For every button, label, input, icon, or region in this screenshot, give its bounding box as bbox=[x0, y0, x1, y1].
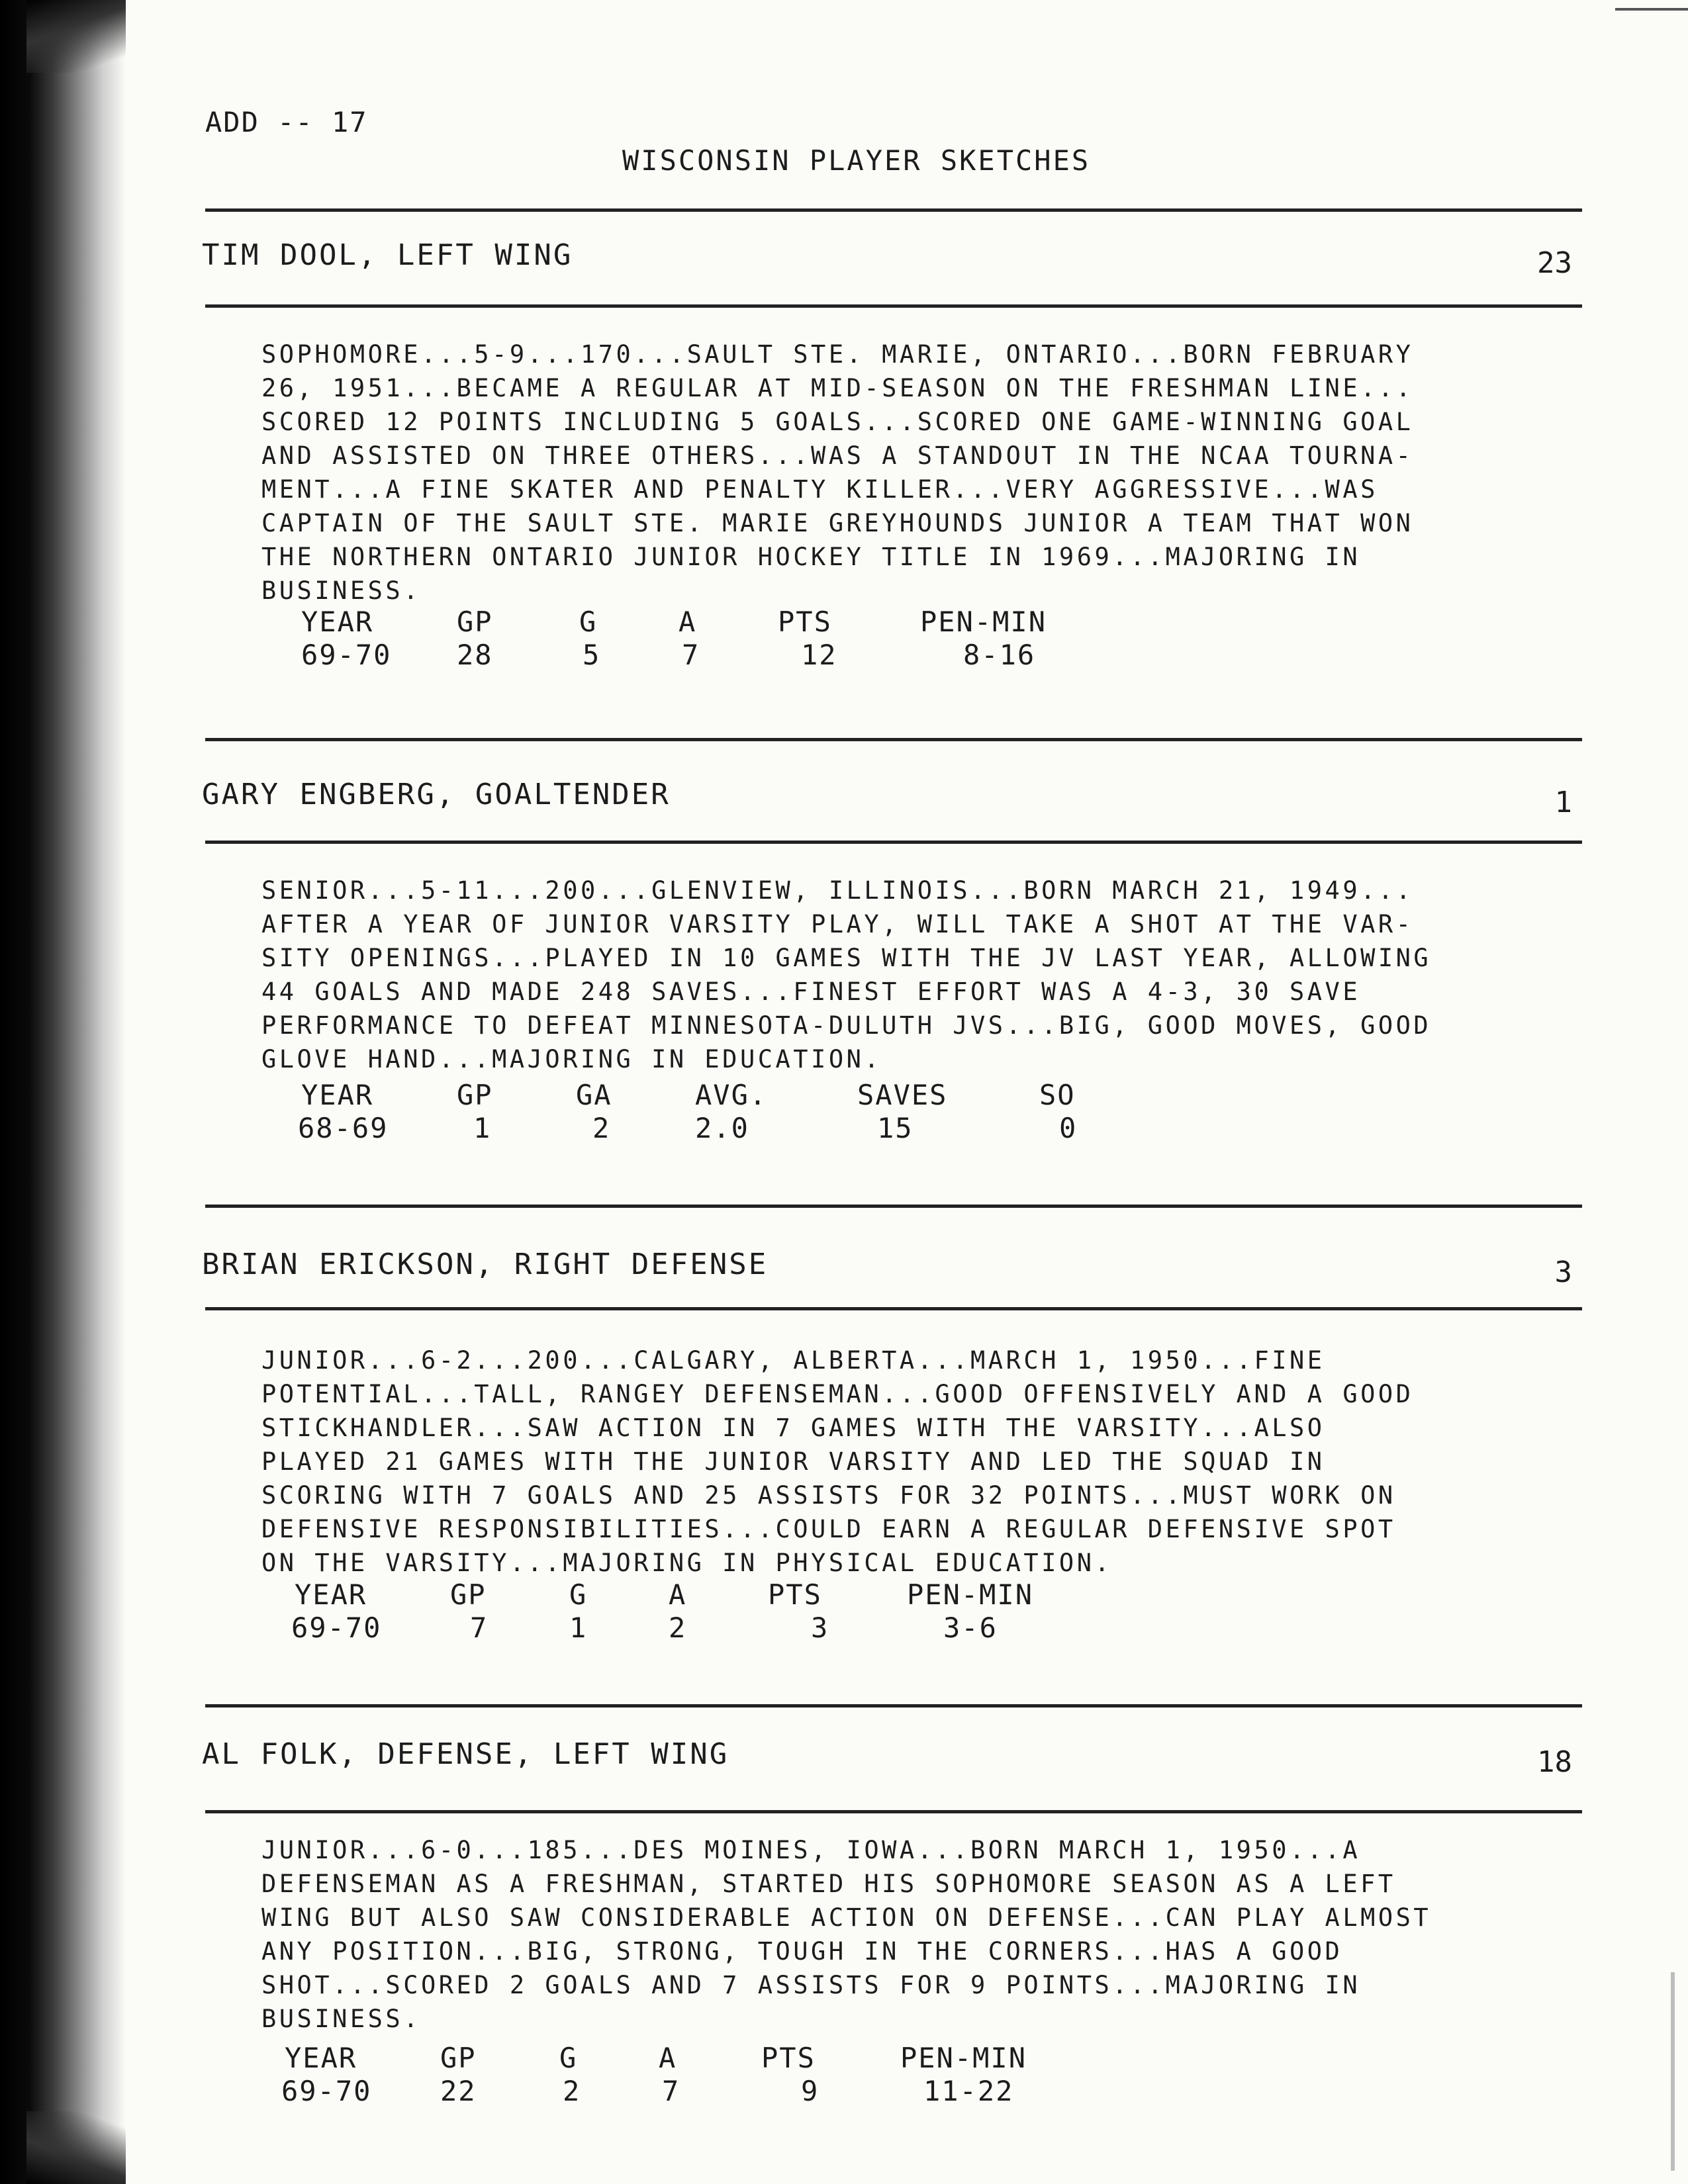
stats-header: YEAR bbox=[285, 2042, 357, 2074]
stats-header: A bbox=[679, 606, 697, 638]
section-rule bbox=[205, 1810, 1582, 1813]
bio-line: 26, 1951...BECAME A REGULAR AT MID-SEASON ON THE FRESHMAN LINE... bbox=[261, 374, 1414, 402]
stats-header: A bbox=[659, 2042, 677, 2074]
stats-value: 69-70 bbox=[281, 2075, 372, 2107]
bio-line: JUNIOR...6-0...185...DES MOINES, IOWA...BORN MARCH 1, 1950...A bbox=[261, 1836, 1361, 1864]
bio-line: DEFENSEMAN AS A FRESHMAN, STARTED HIS SOPHOMORE SEASON AS A LEFT bbox=[261, 1870, 1396, 1898]
stats-header: PTS bbox=[761, 2042, 816, 2074]
bio-line: SENIOR...5-11...200...GLENVIEW, ILLINOIS...BORN MARCH 21, 1949... bbox=[261, 876, 1414, 905]
stats-header: SAVES bbox=[857, 1079, 948, 1111]
jersey-number: 23 bbox=[1537, 246, 1572, 280]
bio-line: SITY OPENINGS...PLAYED IN 10 GAMES WITH THE JV LAST YEAR, ALLOWING bbox=[261, 944, 1432, 972]
bio-line: SHOT...SCORED 2 GOALS AND 7 ASSISTS FOR 9 POINTS...MAJORING IN bbox=[261, 1971, 1361, 1999]
stats-value: 11-22 bbox=[923, 2075, 1014, 2107]
bio-line: MENT...A FINE SKATER AND PENALTY KILLER...VERY AGGRESSIVE...WAS bbox=[261, 475, 1378, 504]
stats-header: GA bbox=[576, 1079, 612, 1111]
bio-line: STICKHANDLER...SAW ACTION IN 7 GAMES WITH THE VARSITY...ALSO bbox=[261, 1414, 1325, 1442]
stats-value: 3-6 bbox=[943, 1612, 998, 1644]
stats-header: GP bbox=[457, 1079, 493, 1111]
bio-line: AFTER A YEAR OF JUNIOR VARSITY PLAY, WILL TAKE A SHOT AT THE VAR- bbox=[261, 910, 1414, 938]
section-rule bbox=[205, 304, 1582, 308]
stats-value: 7 bbox=[470, 1612, 489, 1644]
jersey-number: 1 bbox=[1554, 786, 1572, 819]
stats-value: 12 bbox=[801, 639, 837, 671]
stats-value: 2.0 bbox=[695, 1112, 749, 1144]
bio-line: CAPTAIN OF THE SAULT STE. MARIE GREYHOUNDS JUNIOR A TEAM THAT WON bbox=[261, 509, 1414, 537]
player-heading bbox=[202, 238, 1585, 285]
page-number-label: ADD -- 17 bbox=[205, 106, 368, 138]
player-name: TIM DOOL, LEFT WING bbox=[202, 238, 573, 272]
player-name: AL FOLK, DEFENSE, LEFT WING bbox=[202, 1737, 729, 1771]
bio-line: JUNIOR...6-2...200...CALGARY, ALBERTA...MARCH 1, 1950...FINE bbox=[261, 1346, 1325, 1375]
player-name: BRIAN ERICKSON, RIGHT DEFENSE bbox=[202, 1248, 769, 1281]
bio-line: GLOVE HAND...MAJORING IN EDUCATION. bbox=[261, 1045, 882, 1073]
section-rule bbox=[205, 1704, 1582, 1707]
bio-line: SOPHOMORE...5-9...170...SAULT STE. MARIE, ONTARIO...BORN FEBRUARY bbox=[261, 340, 1414, 369]
bio-line: AND ASSISTED ON THREE OTHERS...WAS A STANDOUT IN THE NCAA TOURNA- bbox=[261, 441, 1414, 470]
stats-header: PTS bbox=[778, 606, 832, 638]
stats-value: 68-69 bbox=[298, 1112, 389, 1144]
player-heading bbox=[202, 1737, 1585, 1784]
player-bio bbox=[261, 1343, 1579, 1580]
bio-line: SCORING WITH 7 GOALS AND 25 ASSISTS FOR 32 POINTS...MUST WORK ON bbox=[261, 1481, 1396, 1510]
binding-shadow-top bbox=[26, 0, 126, 73]
bio-line: SCORED 12 POINTS INCLUDING 5 GOALS...SCORED ONE GAME-WINNING GOAL bbox=[261, 408, 1414, 436]
stats-value: 9 bbox=[801, 2075, 820, 2107]
bio-line: BUSINESS. bbox=[261, 2005, 421, 2033]
bio-line: THE NORTHERN ONTARIO JUNIOR HOCKEY TITLE IN 1969...MAJORING IN bbox=[261, 543, 1361, 571]
stats-table bbox=[0, 1079, 1688, 1152]
stats-value: 69-70 bbox=[291, 1612, 382, 1644]
stats-header: GP bbox=[457, 606, 493, 638]
corner-mark bbox=[1615, 8, 1688, 11]
bio-line: DEFENSIVE RESPONSIBILITIES...COULD EARN A REGULAR DEFENSIVE SPOT bbox=[261, 1515, 1396, 1543]
player-name: GARY ENGBERG, GOALTENDER bbox=[202, 778, 671, 811]
stats-value: 69-70 bbox=[301, 639, 392, 671]
section-rule bbox=[205, 1205, 1582, 1208]
bio-line: PLAYED 21 GAMES WITH THE JUNIOR VARSITY AND LED THE SQUAD IN bbox=[261, 1447, 1325, 1476]
stats-value: 2 bbox=[592, 1112, 611, 1144]
stats-header: G bbox=[579, 606, 598, 638]
stats-header: AVG. bbox=[695, 1079, 768, 1111]
player-bio bbox=[261, 338, 1579, 608]
stats-header: A bbox=[669, 1578, 687, 1611]
player-heading bbox=[202, 1248, 1585, 1294]
stats-header: YEAR bbox=[295, 1578, 367, 1611]
bio-line: POTENTIAL...TALL, RANGEY DEFENSEMAN...GOOD OFFENSIVELY AND A GOOD bbox=[261, 1380, 1414, 1408]
stats-header: G bbox=[569, 1578, 588, 1611]
section-rule bbox=[205, 208, 1582, 212]
jersey-number: 3 bbox=[1554, 1255, 1572, 1289]
jersey-number: 18 bbox=[1537, 1745, 1572, 1779]
section-rule bbox=[205, 1307, 1582, 1310]
stats-value: 5 bbox=[583, 639, 601, 671]
player-heading bbox=[202, 778, 1585, 824]
stats-header: G bbox=[559, 2042, 578, 2074]
stats-header: PEN-MIN bbox=[907, 1578, 1034, 1611]
stats-value: 7 bbox=[682, 639, 700, 671]
bio-line: WING BUT ALSO SAW CONSIDERABLE ACTION ON DEFENSE...CAN PLAY ALMOST bbox=[261, 1903, 1432, 1932]
stats-header: SO bbox=[1039, 1079, 1076, 1111]
stats-value: 15 bbox=[877, 1112, 914, 1144]
player-bio bbox=[261, 874, 1579, 1076]
stats-table bbox=[0, 2042, 1688, 2115]
stats-value: 0 bbox=[1059, 1112, 1078, 1144]
player-bio bbox=[261, 1833, 1579, 2036]
bio-line: ON THE VARSITY...MAJORING IN PHYSICAL EDUCATION. bbox=[261, 1549, 1113, 1577]
stats-value: 1 bbox=[473, 1112, 492, 1144]
binding-shadow-bottom bbox=[26, 2111, 126, 2184]
stats-header: PEN-MIN bbox=[900, 2042, 1027, 2074]
stats-value: 2 bbox=[563, 2075, 581, 2107]
bio-line: ANY POSITION...BIG, STRONG, TOUGH IN THE CORNERS...HAS A GOOD bbox=[261, 1937, 1343, 1966]
stats-value: 1 bbox=[569, 1612, 588, 1644]
stats-header: YEAR bbox=[301, 1079, 374, 1111]
page-title: WISCONSIN PLAYER SKETCHES bbox=[622, 144, 1091, 177]
stats-header: PEN-MIN bbox=[920, 606, 1047, 638]
stats-value: 3 bbox=[811, 1612, 829, 1644]
section-rule bbox=[205, 738, 1582, 741]
stats-value: 2 bbox=[669, 1612, 687, 1644]
stats-value: 7 bbox=[662, 2075, 680, 2107]
stats-header: YEAR bbox=[301, 606, 374, 638]
section-rule bbox=[205, 841, 1582, 844]
stats-value: 22 bbox=[440, 2075, 477, 2107]
stats-value: 28 bbox=[457, 639, 493, 671]
stats-value: 8-16 bbox=[963, 639, 1036, 671]
bio-line: PERFORMANCE TO DEFEAT MINNESOTA-DULUTH JVS...BIG, GOOD MOVES, GOOD bbox=[261, 1011, 1432, 1040]
bio-line: BUSINESS. bbox=[261, 576, 421, 605]
stats-table bbox=[0, 1578, 1688, 1651]
stats-table bbox=[0, 606, 1688, 678]
stats-header: PTS bbox=[768, 1578, 822, 1611]
bio-line: 44 GOALS AND MADE 248 SAVES...FINEST EFFORT WAS A 4-3, 30 SAVE bbox=[261, 978, 1361, 1006]
page-header bbox=[205, 106, 1595, 185]
stats-header: GP bbox=[450, 1578, 487, 1611]
stats-header: GP bbox=[440, 2042, 477, 2074]
